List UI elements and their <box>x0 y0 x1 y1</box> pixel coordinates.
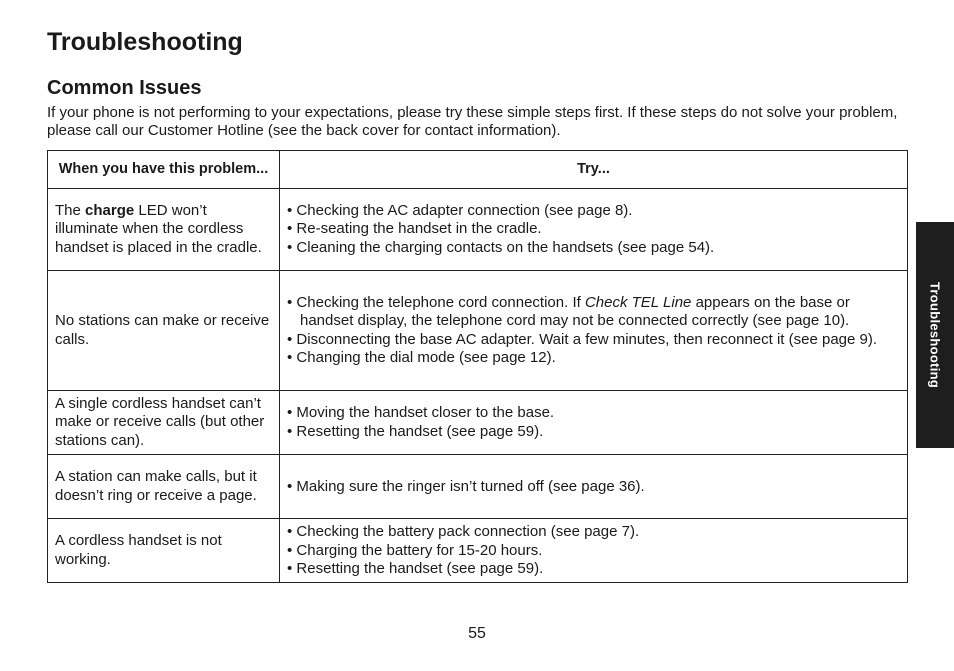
list-item: • Cleaning the charging contacts on the handsets (see page 54). <box>287 239 900 257</box>
table-row <box>48 519 908 583</box>
try-cell <box>280 455 908 519</box>
side-tab-label: Troubleshooting <box>927 281 943 389</box>
page-number: 55 <box>468 625 486 642</box>
list-item: • Checking the telephone cord connection. If Check TEL Line appears on the base or handset display, the telephone cord may not be connected correctly (see page 10). <box>287 294 900 331</box>
list-item: • Charging the battery for 15-20 hours. <box>287 542 900 560</box>
list-item: • Resetting the handset (see page 59). <box>287 560 900 578</box>
list-item: • Re-seating the handset in the cradle. <box>287 220 900 238</box>
section-side-tab <box>916 222 954 448</box>
table-row <box>48 271 908 391</box>
page-title: Troubleshooting <box>47 28 243 56</box>
header-try: Try... <box>280 151 908 189</box>
problem-cell: A single cordless handset can’t make or receive calls (but other stations can). <box>48 391 280 455</box>
intro-paragraph: If your phone is not performing to your expectations, please try these simple steps first. If these steps do not solve your problem, please call our Customer Hotline (see the back cover for contact information). <box>47 104 898 139</box>
table-row <box>48 189 908 271</box>
list-item: • Making sure the ringer isn’t turned off (see page 36). <box>287 478 900 496</box>
table-row <box>48 455 908 519</box>
problem-cell: A station can make calls, but it doesn’t ring or receive a page. <box>48 455 280 519</box>
try-cell <box>280 391 908 455</box>
problem-cell: The charge LED won’t illuminate when the cordless handset is placed in the cradle. <box>48 189 280 271</box>
list-item: • Resetting the handset (see page 59). <box>287 423 900 441</box>
list-item: • Checking the battery pack connection (see page 7). <box>287 523 900 541</box>
list-item: • Changing the dial mode (see page 12). <box>287 349 900 367</box>
problem-cell: A cordless handset is not working. <box>48 519 280 583</box>
try-cell <box>280 189 908 271</box>
troubleshooting-table <box>47 150 908 583</box>
problem-cell: No stations can make or receive calls. <box>48 271 280 391</box>
table-row <box>48 391 908 455</box>
list-item: • Moving the handset closer to the base. <box>287 404 900 422</box>
list-item: • Disconnecting the base AC adapter. Wait a few minutes, then reconnect it (see page 9). <box>287 331 900 349</box>
table-header-row <box>48 151 908 189</box>
header-problem: When you have this problem... <box>48 151 280 189</box>
try-cell <box>280 519 908 583</box>
display-message: Check TEL Line <box>584 293 692 311</box>
list-item: • Checking the AC adapter connection (see page 8). <box>287 202 900 220</box>
charge-label: charge <box>85 201 135 219</box>
try-cell <box>280 271 908 391</box>
section-title: Common Issues <box>47 77 202 99</box>
